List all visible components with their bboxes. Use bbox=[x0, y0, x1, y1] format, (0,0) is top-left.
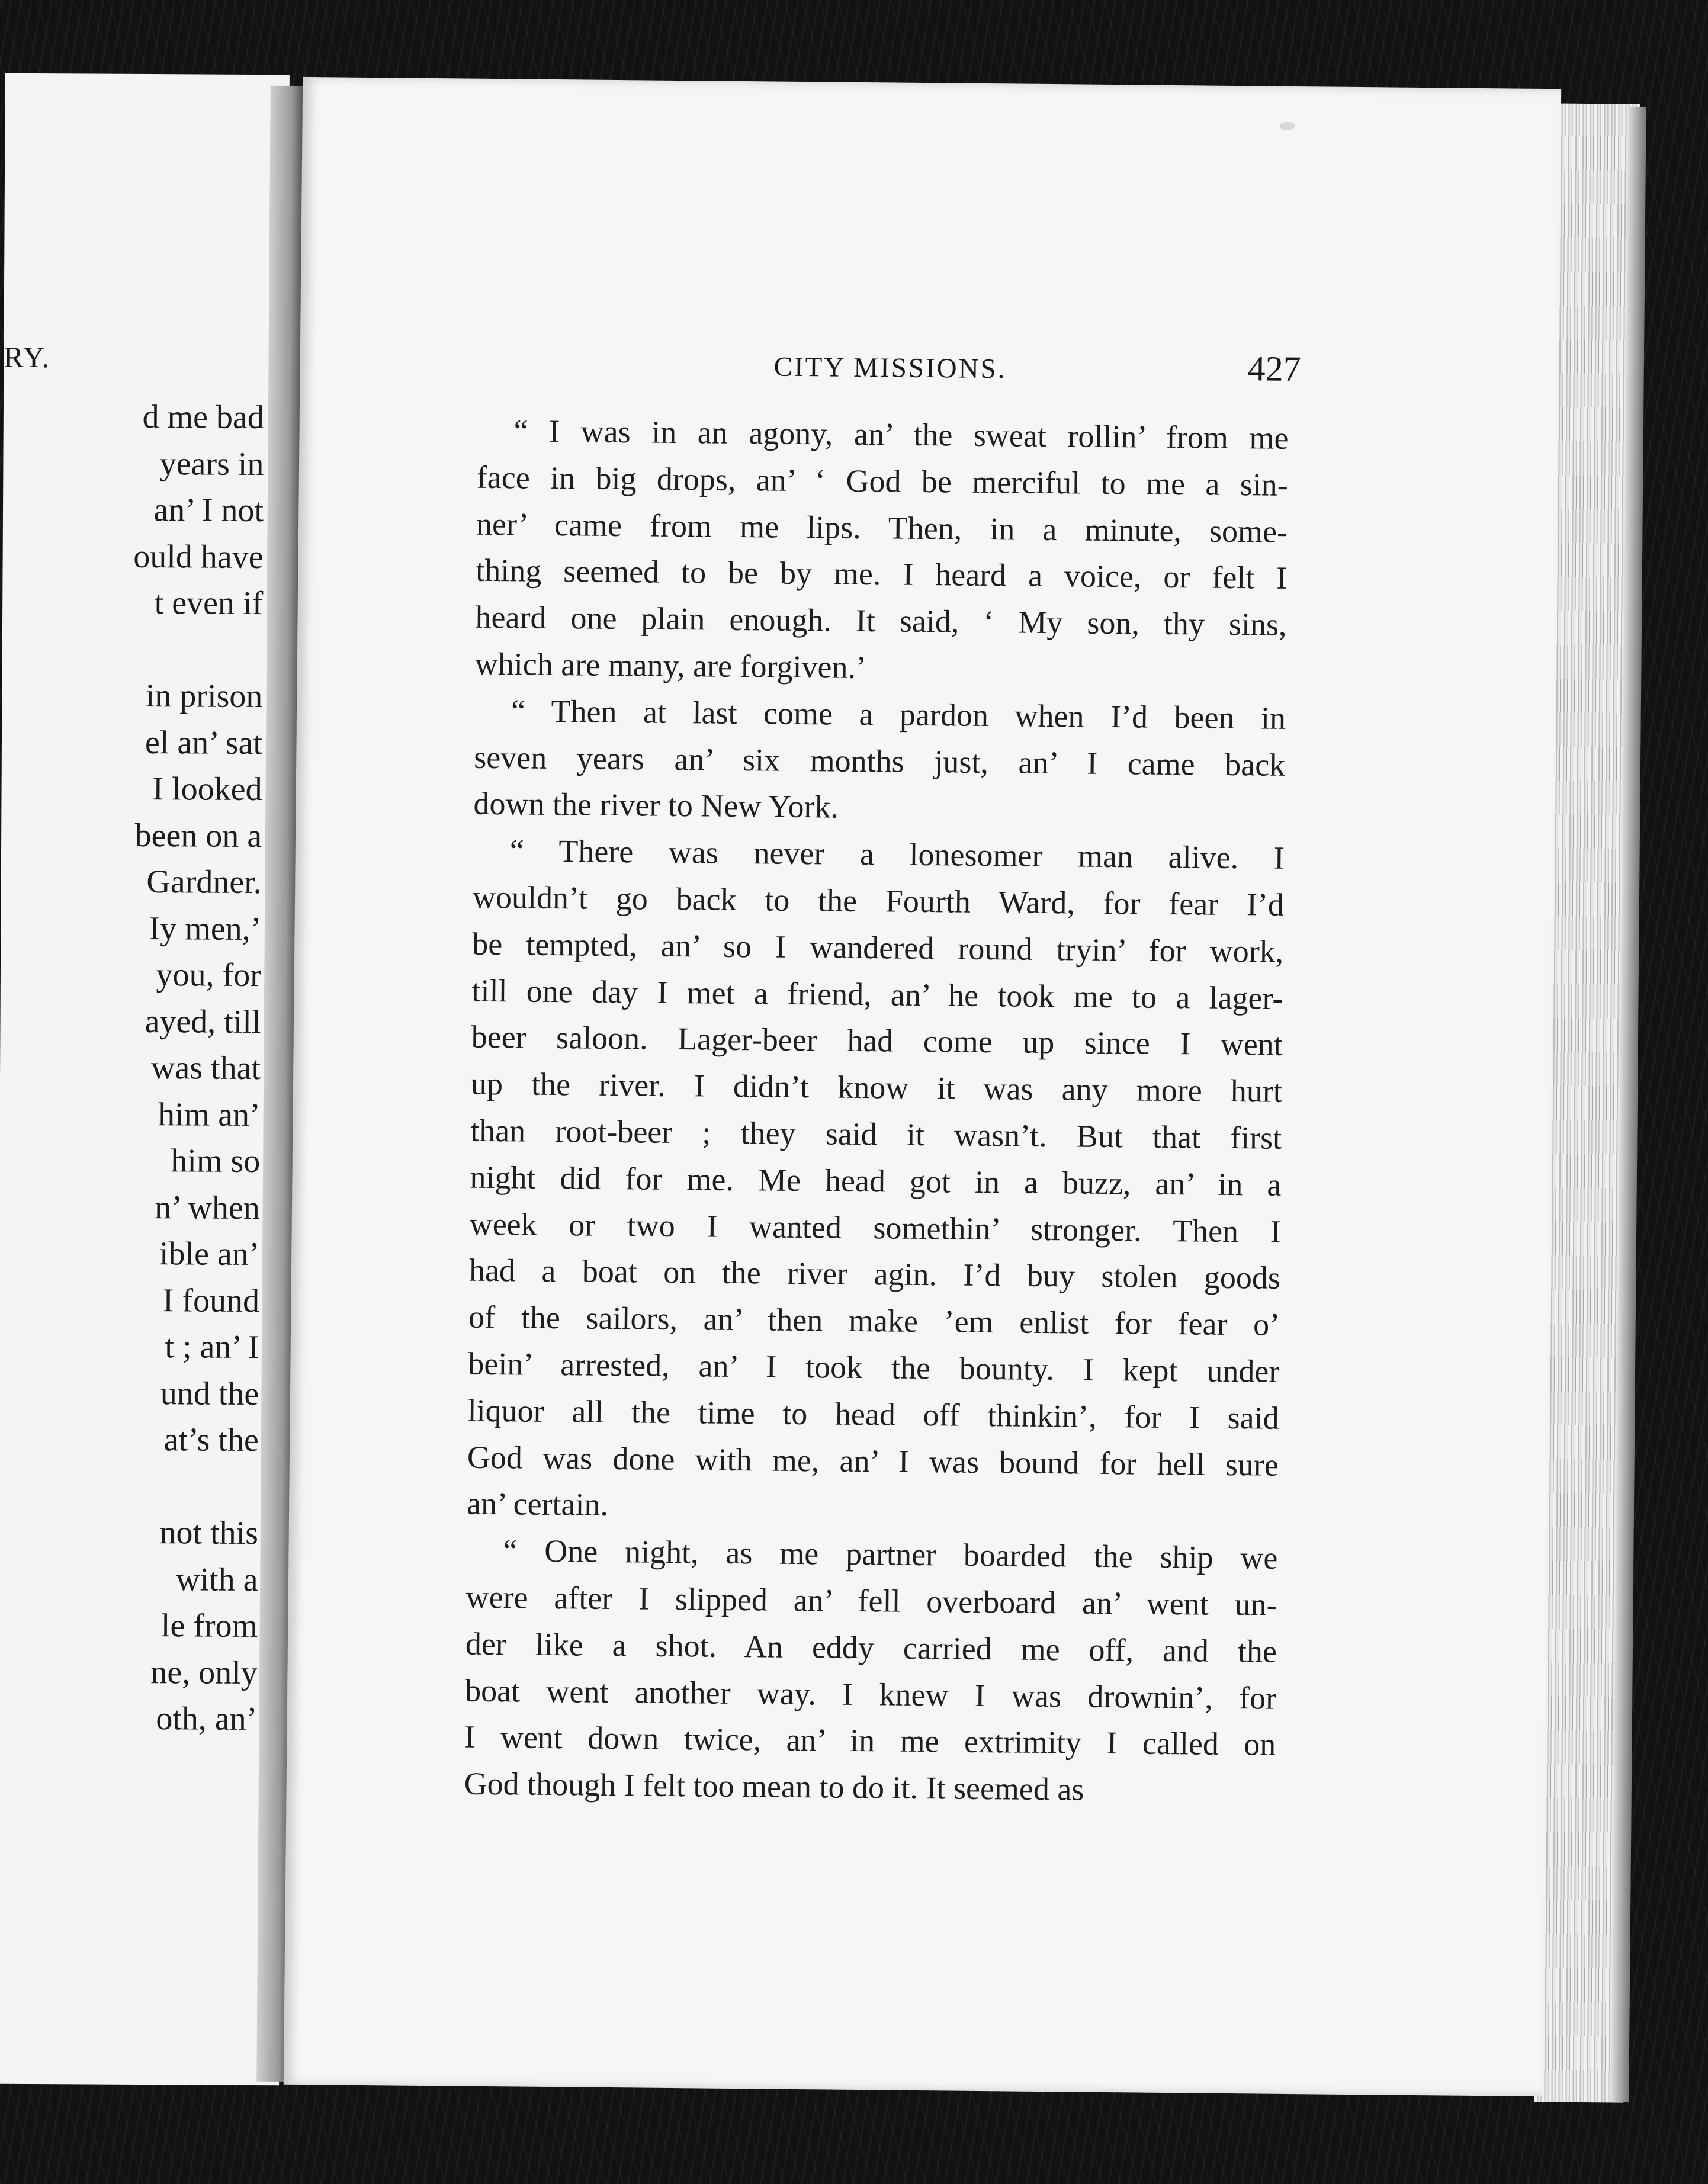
left-text-line: with a bbox=[175, 1560, 258, 1598]
text-line: be tempted, an’ so I wandered round tryin’ for work, bbox=[471, 926, 1284, 969]
left-text-line bbox=[0, 1462, 259, 1510]
left-text-line: an’ I not bbox=[153, 492, 264, 529]
left-text-line: el an’ sat bbox=[145, 724, 263, 762]
left-text-line: le from bbox=[160, 1607, 258, 1645]
left-text-line: ould have bbox=[133, 538, 264, 576]
paragraph bbox=[473, 687, 1286, 835]
left-text-line: you, for bbox=[156, 956, 262, 994]
text-line: der like a shot. An eddy carried me off, and the bbox=[465, 1626, 1277, 1669]
text-line: wouldn’t go back to the Fourth Ward, for fear I’d bbox=[472, 879, 1285, 923]
left-text-line: I found bbox=[162, 1282, 260, 1319]
text-line: “ I was in an agony, an’ the sweat rollin’ from me bbox=[513, 413, 1289, 456]
left-text-line: years in bbox=[159, 445, 264, 483]
paper-speck bbox=[1280, 122, 1295, 130]
text-line: thing seemed to be by me. I heard a voice, or felt I bbox=[476, 553, 1288, 596]
left-text-line: d me bad bbox=[142, 398, 265, 436]
left-text-line: at’s the bbox=[163, 1421, 259, 1459]
text-line: had a boat on the river agin. I’d buy stolen goods bbox=[468, 1252, 1281, 1296]
page-number: 427 bbox=[1247, 349, 1301, 389]
left-text-line: in prison bbox=[145, 677, 263, 715]
text-line: up the river. I didn’t know it was any more hurt bbox=[470, 1065, 1283, 1109]
left-text-line: been on a bbox=[134, 817, 262, 855]
text-line: which are many, are forgiven.’ bbox=[474, 645, 867, 686]
left-text-line: oth, an’ bbox=[156, 1700, 258, 1738]
text-line: down the river to New York. bbox=[473, 786, 839, 825]
body-text bbox=[464, 407, 1289, 1815]
text-line: “ One night, as me partner boarded the ship we bbox=[503, 1533, 1278, 1576]
text-line: heard one plain enough. It said, ‘ My son, thy sins, bbox=[475, 599, 1287, 643]
left-text-line: ible an’ bbox=[159, 1235, 260, 1273]
left-text-line: t even if bbox=[154, 584, 264, 622]
left-text-line: n’ when bbox=[154, 1189, 261, 1226]
paragraph bbox=[474, 407, 1288, 695]
right-page bbox=[284, 77, 1561, 2096]
text-line: seven years an’ six months just, an’ I came back bbox=[474, 739, 1286, 783]
left-text-line: ne, only bbox=[150, 1653, 258, 1691]
text-line: till one day I met a friend, an’ he took me to a lager- bbox=[471, 972, 1283, 1016]
text-line: than root-beer ; they said it wasn’t. But that first bbox=[470, 1112, 1282, 1156]
text-line: God though I felt too mean to do it. It seemed as bbox=[464, 1765, 1084, 1807]
left-text-line: him so bbox=[171, 1142, 261, 1180]
text-line: ner’ came from me lips. Then, in a minute, some- bbox=[476, 506, 1288, 550]
paragraph bbox=[467, 827, 1285, 1535]
text-line: liquor all the time to head off thinkin’, for I said bbox=[467, 1392, 1279, 1436]
text-line: of the sailors, an’ then make ’em enlist for fear o’ bbox=[468, 1299, 1280, 1342]
left-page bbox=[0, 73, 290, 2085]
left-text-line: was that bbox=[150, 1049, 261, 1087]
left-text-line: not this bbox=[159, 1514, 259, 1552]
left-text-line: und the bbox=[160, 1374, 259, 1412]
left-text-line: Gardner. bbox=[146, 863, 262, 901]
left-text-line: t ; an’ I bbox=[165, 1328, 259, 1366]
text-line: “ Then at last come a pardon when I’d been in bbox=[511, 693, 1286, 736]
text-line: boat went another way. I knew I was drownin’, for bbox=[464, 1672, 1277, 1716]
left-page-text bbox=[0, 393, 264, 1743]
text-line: face in big drops, an’ ‘ God be merciful to me a sin- bbox=[476, 459, 1289, 503]
text-line: bein’ arrested, an’ I took the bounty. I kept under bbox=[468, 1345, 1280, 1389]
running-head bbox=[300, 346, 1559, 406]
paragraph bbox=[464, 1527, 1277, 1815]
left-text-line: ayed, till bbox=[145, 1003, 261, 1040]
running-title: CITY MISSIONS. bbox=[773, 351, 1007, 385]
left-text-line: him an’ bbox=[158, 1096, 261, 1133]
text-line: night did for me. Me head got in a buzz, an’ in a bbox=[470, 1159, 1282, 1203]
text-line: “ There was never a lonesomer man alive. I bbox=[509, 833, 1285, 876]
text-line: God was done with me, an’ I was bound for hell sure bbox=[467, 1439, 1279, 1483]
text-line: week or two I wanted somethin’ stronger. Then I bbox=[469, 1206, 1281, 1250]
text-line: were after I slipped an’ fell overboard an’ went un- bbox=[465, 1579, 1277, 1623]
left-running-head: RY. bbox=[4, 340, 51, 374]
text-line: beer saloon. Lager-beer had come up since I went bbox=[471, 1019, 1283, 1063]
text-line: an’ certain. bbox=[466, 1485, 609, 1523]
text-line: I went down twice, an’ in me extrimity I called on bbox=[464, 1719, 1276, 1763]
left-text-line bbox=[2, 625, 263, 673]
left-text-line: Iy men,’ bbox=[149, 910, 262, 948]
left-text-line: I looked bbox=[152, 770, 262, 808]
